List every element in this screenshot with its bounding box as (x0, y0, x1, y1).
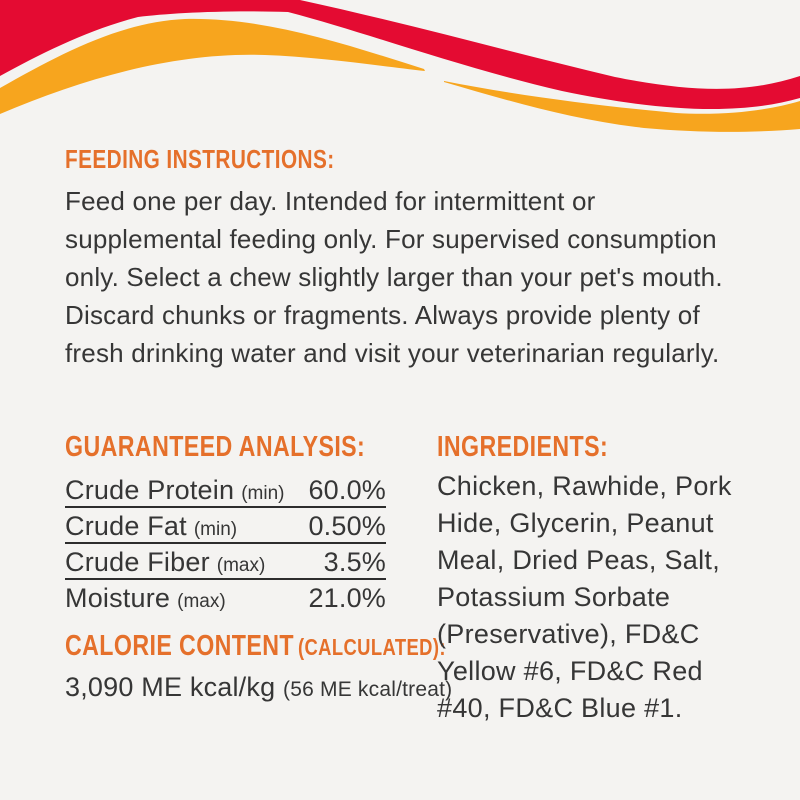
ingredients-line: Chicken, Rawhide, Pork (437, 471, 732, 501)
nutrient-qualifier: (max) (216, 555, 266, 576)
calorie-content-heading-text (65, 630, 446, 663)
calorie-content-title: CALORIE CONTENT (65, 630, 294, 662)
feeding-instructions-section (65, 144, 723, 372)
guaranteed-analysis-table (65, 472, 386, 616)
table-row (65, 580, 386, 616)
feeding-instructions-heading (65, 144, 723, 175)
ingredients-text (437, 468, 732, 727)
nutrient-label: Crude Fiber (65, 547, 210, 577)
guaranteed-analysis-heading-text: GUARANTEED ANALYSIS: (65, 431, 366, 463)
nutrient-value: 3.5% (323, 547, 386, 577)
feeding-line: supplemental feeding only. For supervised consumption (65, 224, 717, 254)
ingredients-heading-text: INGREDIENTS: (437, 431, 609, 463)
nutrient-label: Moisture (65, 583, 171, 613)
nutrient-label: Crude Fat (65, 511, 187, 541)
ingredients-section (437, 431, 732, 727)
nutrient-value: 60.0% (308, 475, 386, 505)
table-row (65, 544, 386, 580)
ingredients-line: Meal, Dried Peas, Salt, (437, 545, 721, 575)
feeding-line: Feed one per day. Intended for intermittent or (65, 186, 596, 216)
nutrient-value: 0.50% (308, 511, 386, 541)
ingredients-line: Potassium Sorbate (437, 582, 671, 612)
guaranteed-analysis-heading (65, 431, 440, 464)
ingredients-line: (Preservative), FD&C (437, 619, 700, 649)
ingredients-line: #40, FD&C Blue #1. (437, 693, 683, 723)
calorie-value: 3,090 ME kcal/kg (65, 672, 276, 702)
ingredients-line: Hide, Glycerin, Peanut (437, 508, 714, 538)
feeding-line: fresh drinking water and visit your veterinarian regularly. (65, 338, 720, 368)
calorie-note: (56 ME kcal/treat) (283, 678, 453, 701)
nutrient-qualifier: (min) (193, 519, 238, 540)
guaranteed-analysis-section (65, 431, 440, 616)
feeding-instructions-heading-text: FEEDING INSTRUCTIONS: (65, 144, 335, 174)
nutrient-value: 21.0% (308, 583, 386, 613)
nutrient-qualifier: (min) (241, 483, 285, 504)
feeding-instructions-text (65, 182, 723, 372)
table-row (65, 508, 386, 544)
ingredients-line: Yellow #6, FD&C Red (437, 656, 703, 686)
calorie-content-qualifier: (CALCULATED): (297, 634, 446, 660)
feeding-line: Discard chunks or fragments. Always provide plenty of (65, 300, 700, 330)
table-row (65, 472, 386, 508)
nutrient-qualifier: (max) (177, 591, 226, 612)
ingredients-heading (437, 431, 732, 464)
feeding-line: only. Select a chew slightly larger than your pet's mouth. (65, 262, 723, 292)
nutrient-label: Crude Protein (65, 475, 235, 505)
wave-header-graphic (0, 0, 800, 140)
